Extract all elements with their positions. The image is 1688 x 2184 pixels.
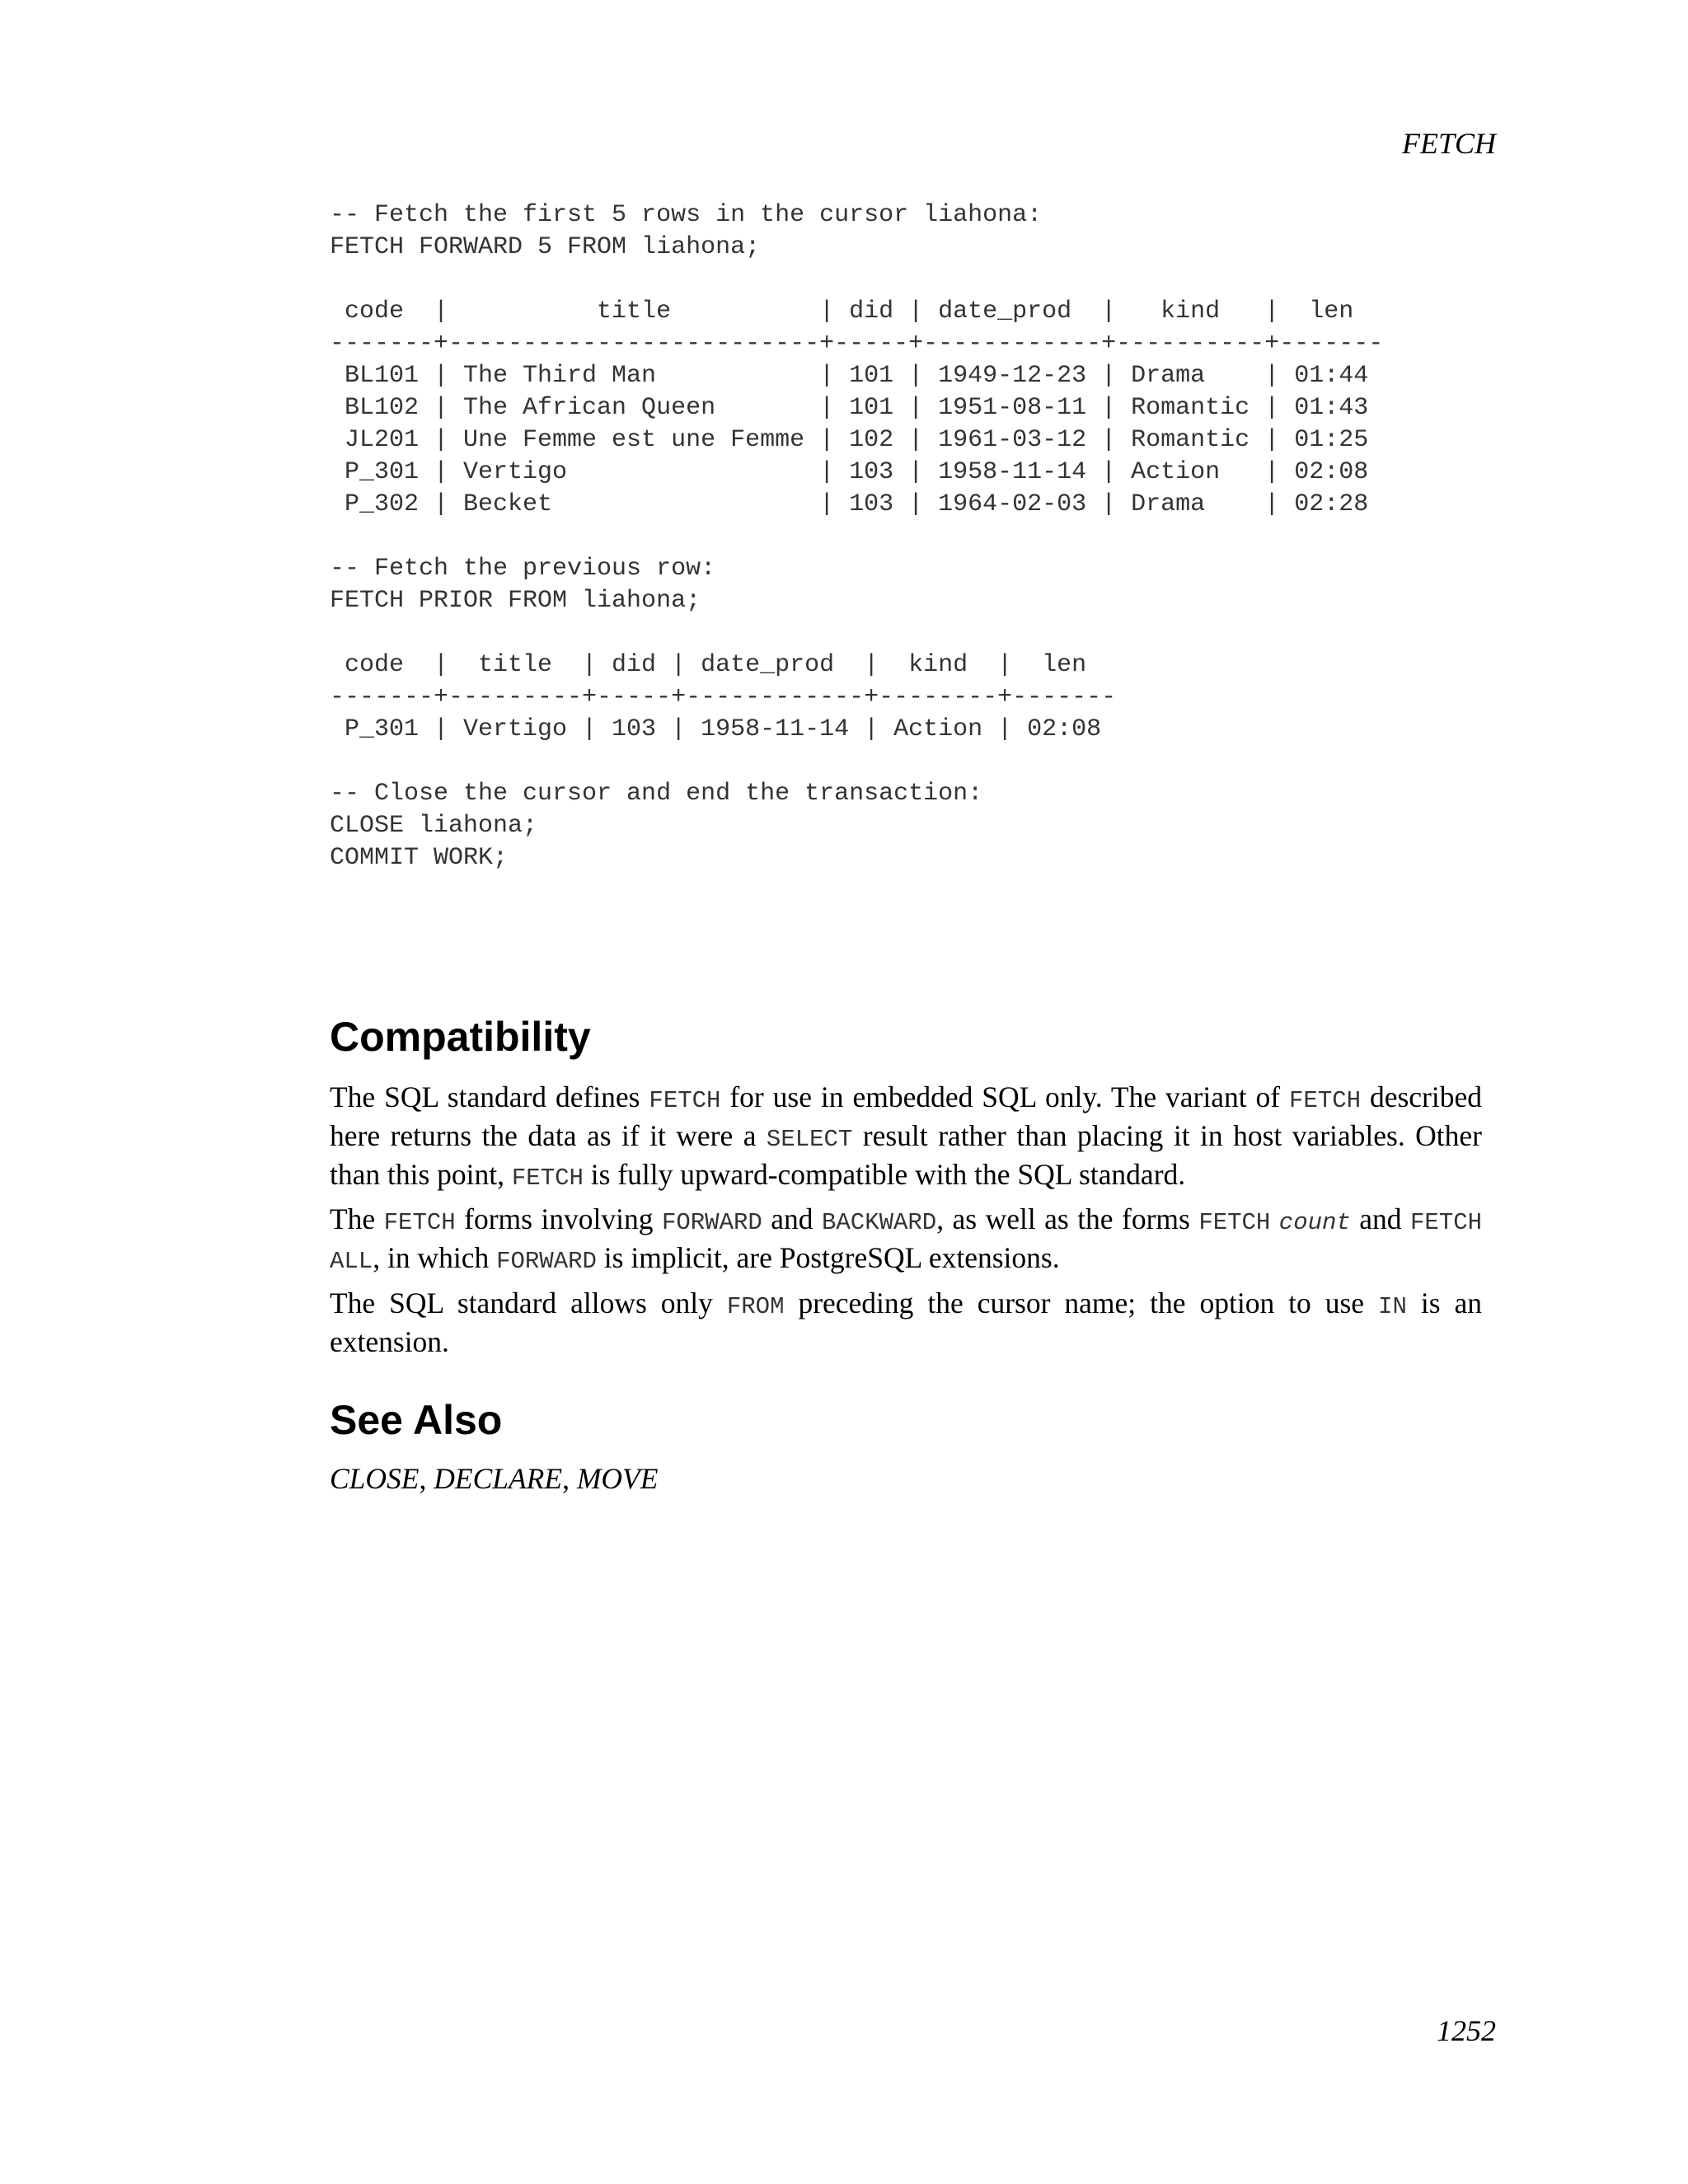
see-also-heading: See Also [330, 1397, 503, 1443]
compatibility-paragraph-2: The FETCH forms involving FORWARD and BACKWARD, as well as the forms FETCH count and FETCH ALL, in which FORWARD is implicit, are PostgreSQL extensions. [330, 1202, 1483, 1275]
compatibility-paragraph-3: The SQL standard allows only FROM preceding the cursor name; the option to use IN is an extension. [330, 1286, 1482, 1358]
compatibility-heading: Compatibility [330, 1014, 591, 1060]
inline-code: IN [1378, 1293, 1407, 1320]
inline-code-replaceable: count [1278, 1209, 1351, 1236]
compatibility-paragraph-1: The SQL standard defines FETCH for use in embedded SQL only. The variant of FETCH described here returns the data as if it were a SELECT result rather than placing it in host variables. Other than this point, FETCH is fully upward-compatible with the SQL standard. [330, 1080, 1482, 1192]
inline-code: FETCH [1198, 1209, 1271, 1236]
running-header: FETCH [1401, 127, 1496, 160]
see-also-link-move[interactable]: MOVE [576, 1462, 659, 1495]
inline-code: FETCH [511, 1165, 584, 1192]
inline-code: FORWARD [496, 1248, 597, 1275]
inline-code: SELECT [766, 1126, 853, 1153]
inline-code: FETCH [383, 1209, 456, 1236]
page-number: 1252 [1437, 2014, 1496, 2047]
inline-code: BACKWARD [821, 1209, 937, 1236]
inline-code: FETCH [1289, 1087, 1362, 1114]
inline-code: FORWARD [661, 1209, 762, 1236]
inline-code: FETCH [649, 1087, 721, 1114]
see-also-link-declare[interactable]: DECLARE [434, 1462, 563, 1495]
inline-code: FROM [726, 1293, 785, 1320]
see-also-link-close[interactable]: CLOSE [330, 1462, 420, 1495]
inline-code: FETCH ALL [330, 1209, 1483, 1275]
code-example: -- Fetch the first 5 rows in the cursor liahona: FETCH FORWARD 5 FROM liahona; code | title | did | date_prod | kind | len -------+-------------------------+-----+------------+----------+------- BL101 | The Third Man | 101 | 1949-12-23 | Drama | 01:44 BL102 | The African Queen | 101 | 1951-08-11 | Romantic | 01:43 JL201 | Une Femme est une Femme | 102 | 1961-03-12 | Romantic | 01:25 P_301 | Vertigo | 103 | 1958-11-14 | Action | 02:08 P_302 | Becket | 103 | 1964-02-03 | Drama | 02:28 -- Fetch the previous row: FETCH PRIOR FROM liahona; code | title | did | date_prod | kind | len -------+---------+-----+------------+--------+------- P_301 | Vertigo | 103 | 1958-11-14 | Action | 02:08 -- Close the cursor and end the transaction: CLOSE liahona; COMMIT WORK; [330, 201, 1384, 872]
see-also-list: CLOSE, DECLARE, MOVE [330, 1462, 659, 1495]
